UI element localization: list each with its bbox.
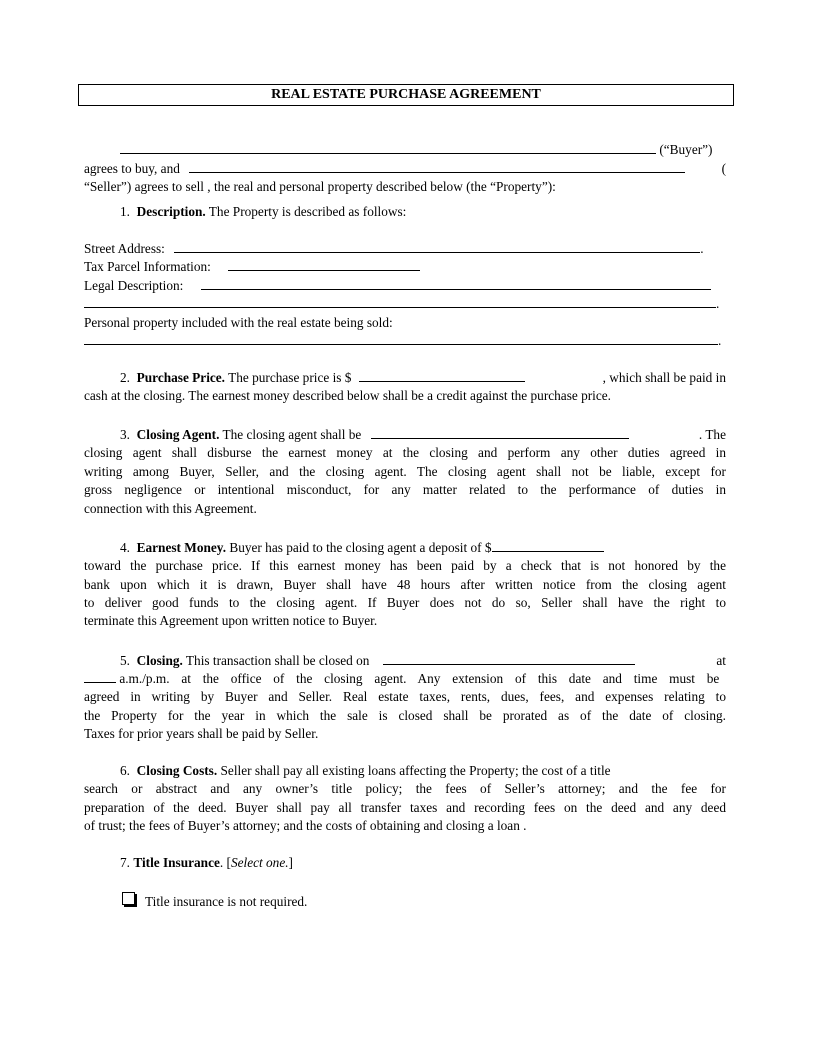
section-3-text-a: The closing agent shall be xyxy=(222,427,362,442)
legal-description-line xyxy=(84,277,726,295)
personal-property-line xyxy=(84,332,726,350)
section-4-text-a: Buyer has paid to the closing agent a deposit of $ xyxy=(229,540,492,555)
section-4-number: 4. xyxy=(120,540,130,555)
legal-description-end: . xyxy=(716,296,720,311)
title-insurance-checkbox[interactable] xyxy=(122,892,135,905)
section-7-heading: Title Insurance xyxy=(133,855,220,870)
section-4-heading: Earnest Money. xyxy=(136,540,227,555)
legal-description-blank-2[interactable] xyxy=(84,295,716,308)
section-1-number: 1. xyxy=(120,204,130,219)
personal-property-label: Personal property included with the real estate being sold: xyxy=(84,315,393,330)
paren-open: ( xyxy=(721,161,726,176)
section-2-text-a: The purchase price is $ xyxy=(228,370,352,385)
section-2-heading: Purchase Price. xyxy=(136,370,226,385)
section-4-line-3: bank upon which it is drawn, Buyer shall have 48 hours after written notice from the closing agent xyxy=(84,577,726,592)
deposit-amount-blank[interactable] xyxy=(492,539,604,552)
section-4-line-5: terminate this Agreement upon written notice to Buyer. xyxy=(84,613,378,628)
section-7-bracket-close: ] xyxy=(288,855,293,870)
section-6-line-2: search or abstract and any owner’s title policy; the fees of Seller’s attorney; and the fee for xyxy=(84,781,726,796)
section-4-line-1 xyxy=(84,539,726,557)
legal-description-line-2 xyxy=(84,295,726,313)
section-4-line-2: toward the purchase price. If this earnest money has been paid by a check that is not honored by the xyxy=(84,558,726,573)
section-5-line-2 xyxy=(84,670,726,688)
section-2-line-1 xyxy=(84,369,726,387)
title-insurance-option: Title insurance is not required. xyxy=(145,894,308,909)
section-3-line-5: connection with this Agreement. xyxy=(84,501,257,516)
section-6-heading: Closing Costs. xyxy=(136,763,218,778)
street-address-label: Street Address: xyxy=(84,241,165,256)
section-6-text-a: Seller shall pay all existing loans affecting the Property; the cost of a title xyxy=(220,763,611,778)
tax-parcel-blank[interactable] xyxy=(228,258,420,271)
section-3-line-1 xyxy=(84,426,726,444)
section-5-number: 5. xyxy=(120,653,130,668)
tax-parcel-label: Tax Parcel Information: xyxy=(84,259,211,274)
section-5-text-c: a.m./p.m. at the office of the closing agent. Any extension of this date and time must be xyxy=(119,671,720,686)
section-3-heading: Closing Agent. xyxy=(136,427,220,442)
section-2-number: 2. xyxy=(120,370,130,385)
section-3-number: 3. xyxy=(120,427,130,442)
agrees-text: agrees to buy, and xyxy=(84,161,180,176)
closing-time-blank[interactable] xyxy=(84,670,116,683)
section-1-text: The Property is described as follows: xyxy=(208,204,407,219)
street-address-blank[interactable] xyxy=(174,240,700,253)
closing-agent-blank[interactable] xyxy=(371,426,629,439)
section-6-line-4: of trust; the fees of Buyer’s attorney; and the costs of obtaining and closing a loan . xyxy=(84,818,527,833)
intro-line-3: “Seller”) agrees to sell , the real and personal property described below (the “Property”): xyxy=(84,179,556,194)
section-2-text-b: , which shall be paid in xyxy=(602,370,726,385)
intro-line-1 xyxy=(120,141,722,159)
section-3-text-b: . The xyxy=(698,427,726,442)
section-6-number: 6. xyxy=(120,763,130,778)
section-7-separator: . [ xyxy=(219,855,231,870)
street-address-end: . xyxy=(700,241,704,256)
buyer-name-blank[interactable] xyxy=(120,141,656,154)
document-title: REAL ESTATE PURCHASE AGREEMENT xyxy=(78,84,734,106)
select-one-instruction: Select one. xyxy=(230,855,289,870)
section-1-heading-line xyxy=(120,203,762,221)
section-5-line-5: Taxes for prior years shall be paid by Seller. xyxy=(84,726,319,741)
section-7-number: 7. xyxy=(120,855,130,870)
section-5-line-3: agreed in writing by Buyer and Seller. Real estate taxes, rents, dues, fees, and expenses relating to xyxy=(84,689,726,704)
personal-property-end: . xyxy=(718,333,722,348)
buyer-label: (“Buyer”) xyxy=(659,142,713,157)
section-5-heading: Closing. xyxy=(136,653,183,668)
section-3-line-3: writing among Buyer, Seller, and the closing agent. The closing agent shall not be liable, except for xyxy=(84,464,726,479)
section-5-text-b: at xyxy=(716,653,726,668)
personal-property-blank[interactable] xyxy=(84,332,718,345)
section-3-line-4: gross negligence or intentional misconduct, for any matter related to the performance of duties in xyxy=(84,482,726,497)
section-6-line-3: preparation of the deed. Buyer shall pay all transfer taxes and recording fees on the deed and any deed xyxy=(84,800,726,815)
section-3-line-2: closing agent shall disburse the earnest money at the closing and perform any other duties agreed in xyxy=(84,445,726,460)
section-5-line-1 xyxy=(84,652,726,670)
section-5-line-4: the Property for the year in which the sale is closed shall be prorated as of the date of closing. xyxy=(84,708,726,723)
section-6-line-1 xyxy=(84,762,726,780)
closing-date-blank[interactable] xyxy=(383,652,635,665)
legal-description-blank-1[interactable] xyxy=(201,277,711,290)
seller-name-blank[interactable] xyxy=(189,160,685,173)
section-5-text-a: This transaction shall be closed on xyxy=(185,653,370,668)
tax-parcel-line xyxy=(84,258,726,276)
section-4-line-4: to deliver good funds to the closing agent. If Buyer does not do so, Seller shall have the right to xyxy=(84,595,726,610)
section-7-heading-line xyxy=(120,854,762,872)
purchase-price-blank[interactable] xyxy=(359,369,525,382)
section-1-heading: Description. xyxy=(136,204,206,219)
legal-description-label: Legal Description: xyxy=(84,278,184,293)
intro-line-2 xyxy=(84,160,726,178)
section-2-line-2: cash at the closing. The earnest money described below shall be a credit against the purchase price. xyxy=(84,388,611,403)
street-address-line xyxy=(84,240,726,258)
